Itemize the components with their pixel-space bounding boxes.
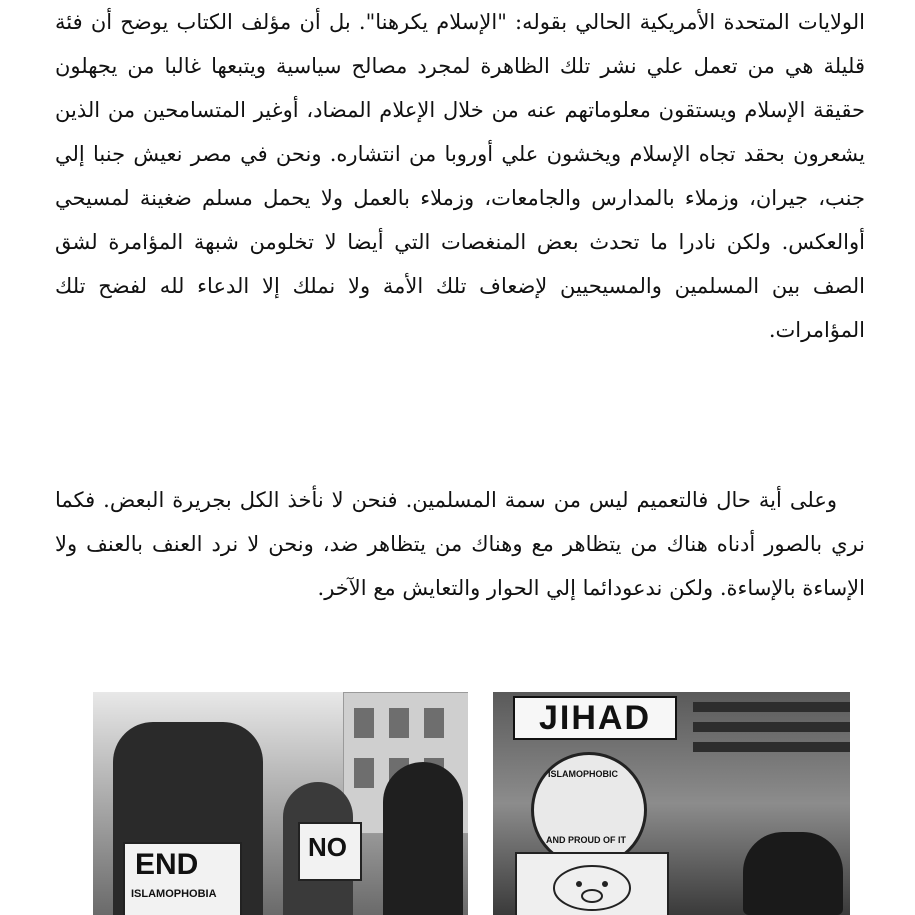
protest-sign	[298, 822, 362, 881]
flag-stripe	[693, 702, 850, 712]
protester-figure	[383, 762, 463, 915]
flag-stripe	[693, 722, 850, 732]
pig-drawing-icon	[517, 854, 667, 915]
protest-sign	[123, 842, 242, 915]
flag-stripe	[693, 742, 850, 752]
sign-text-main: END	[135, 848, 199, 881]
pig-sign	[515, 852, 669, 915]
hat-figure	[743, 832, 843, 915]
paragraph-2: وعلى أية حال فالتعميم ليس من سمة المسلمين. فنحن لا نأخذ الكل بجريرة البعض. فكما نري بالصور أدناه هناك من يتظاهر مع وهناك من يتظاهر ضد، ونحن لا نرد العنف بالعنف ولا الإساءة بالإساءة. ولكن ندعودائما إلي الحوار والتعايش مع الآخر.	[55, 488, 865, 600]
badge-text-top: ISLAMOPHOBIC	[548, 769, 619, 779]
jihad-banner: JIHAD	[513, 696, 677, 740]
sign-text-no: NO	[308, 832, 347, 862]
paragraph-1: الولايات المتحدة الأمريكية الحالي بقوله: "الإسلام يكرهنا". بل أن مؤلف الكتاب يوضح أن فئة قليلة هي من تعمل علي نشر تلك الظاهرة لمجرد مصالح سياسية ويتبعها غالبا من يجهلون حقيقة الإسلام ويستقون معلوماتهم عنه من خلال الإعلام المضاد، أوغير المتسامحين من الذين يشعرون بحقد تجاه الإسلام ويخشون علي أوروبا من انتشاره. ونحن في مصر نعيش جنبا إلي جنب، جيران، وزملاء بالمدارس والجامعات، وزملاء بالعمل ولا يحمل مسلم ضغينة لمسيحي أوالعكس. ولكن نادرا ما تحدث بعض المنغصات التي أيضا لا تخلومن شبهة المؤامرة لشق الصف بين المسلمين والمسيحيين لإضعاف تلك الأمة ولا نملك إلا الدعاء لله لفضح تلك المؤامرات.	[55, 10, 865, 342]
sign-text-sub: ISLAMOPHOBIA	[131, 888, 217, 900]
signs-photo	[493, 692, 850, 915]
badge-text-bottom: AND PROUD OF IT	[546, 835, 626, 845]
badge-sign	[531, 752, 647, 868]
protest-photo	[93, 692, 468, 915]
